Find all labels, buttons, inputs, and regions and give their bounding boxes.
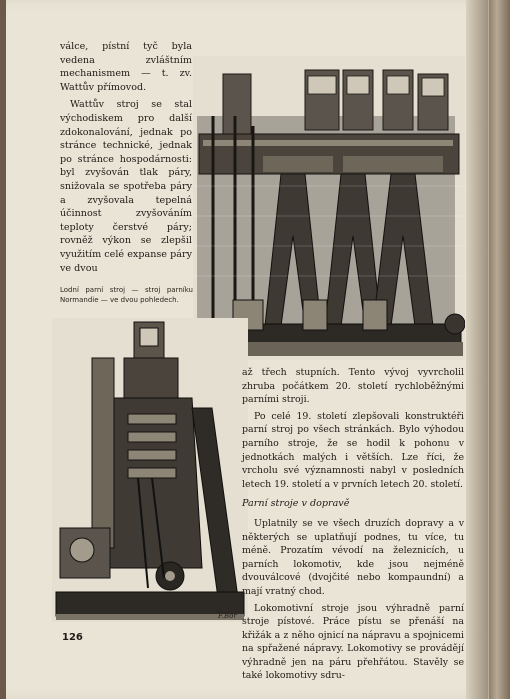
right-paragraph-2: Po celé 19. století zlepšovali konstruktéři parní stroj po všech stránkách. Bylo výhodou parního stroje, že se hodil k pohonu v jednotkách malých i větších. Lze říci, že vrcholu své významnosti nabyl v posledních letech 19. století a v prvních letech 20. století. <box>242 410 464 490</box>
left-paragraph-2: Wattův stroj se stal východiskem pro další zdokonalování, jednak po stránce technické, jednak po stránce hospodárnosti: byl zvyšován tlak páry, snižovala se spotřeba páry a zvyšovala tepelná účinnost zvyšováním teploty čerstvé páry; rovněž výkon se zlepšil využitím celé expanse páry ve dvou <box>60 99 192 274</box>
engraver-signature: F.Bor <box>218 612 237 620</box>
section-heading: Parní stroje v dopravě <box>242 498 350 510</box>
left-paragraph-1: válce, pístní tyč byla vedena zvláštním mechanismem — t. zv. Wattův přímovod. <box>60 41 192 93</box>
right-paragraph-3: Uplatnily se ve všech druzích dopravy a v některých se uplatňují podnes, tu více, tu méně. Prozatím vévodí na železnicích, u parních lokomotiv, kde jsou nejméně dvouválcové (dvojčité nebo kompaundní) a mají vratný chod. <box>242 517 464 597</box>
right-paragraph-4: Lokomotivní stroje jsou výhradně parní stroje pístové. Práce pístu se přenáší na křižák a z něho ojnicí na nápravu a spojnicemi na spřažené nápravy. Lokomotivy se provádějí výhradně jen na páru přehřátou. Stavěly se také lokomotivy sdru- <box>242 602 464 682</box>
book-spine <box>488 0 510 699</box>
left-text-column <box>60 40 192 279</box>
page-number: 126 <box>62 632 83 643</box>
steam-engine-side-view-illustration <box>52 318 248 622</box>
right-text-column <box>242 366 464 686</box>
figure-caption: Lodní parní stroj — stroj parníku Normandie — ve dvou pohledech. <box>60 286 193 304</box>
right-paragraph-1: až třech stupních. Tento vývoj vyvrcholil zhruba počátkem 20. století rychloběžnými parními stroji. <box>242 367 464 406</box>
page-gutter-shadow <box>466 0 488 699</box>
marine-steam-engine-illustration <box>193 56 465 360</box>
